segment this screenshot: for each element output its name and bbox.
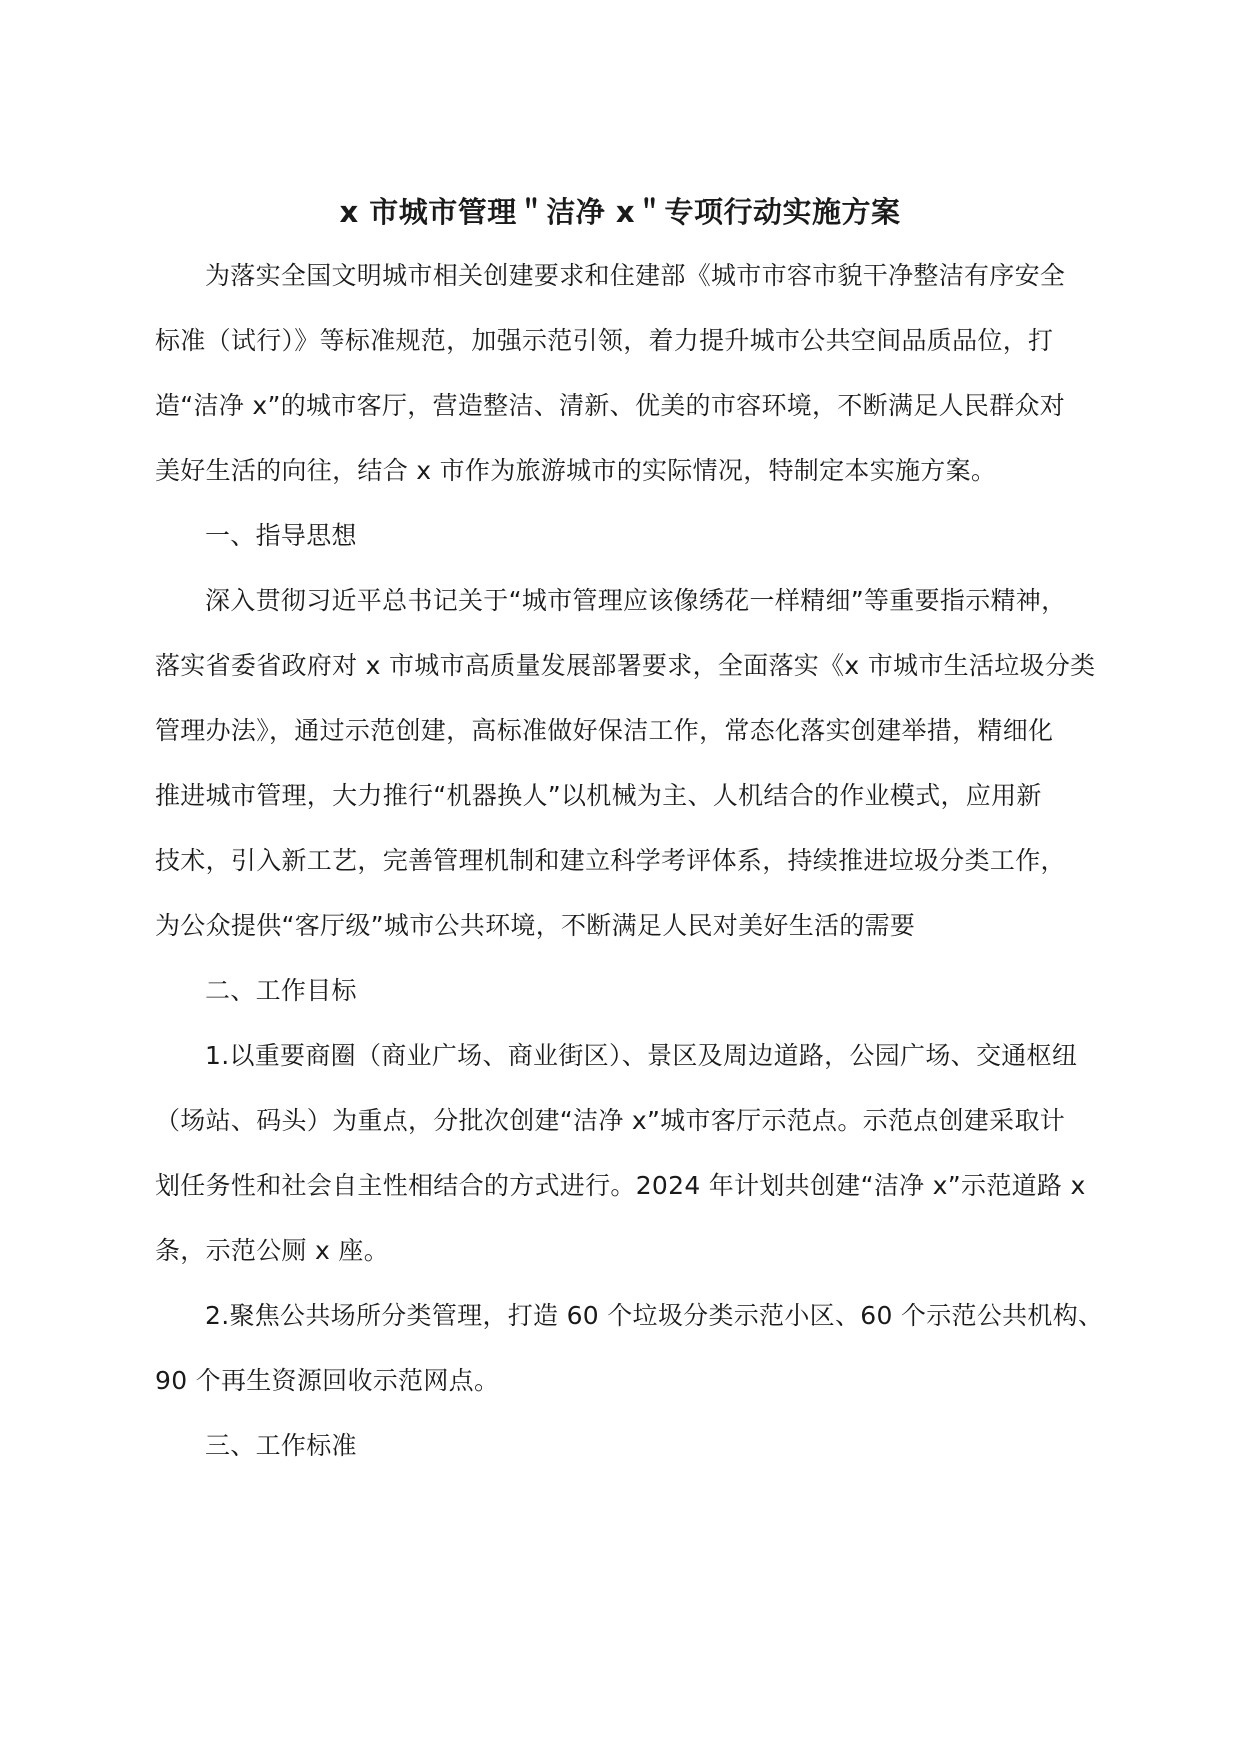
document-title: x 市城市管理＂洁净 x＂专项行动实施方案: [339, 195, 901, 229]
section-heading: 一、指导思想: [205, 521, 357, 550]
paragraph-line: 90 个再生资源回收示范网点。: [155, 1366, 500, 1395]
paragraph-line: 落实省委省政府对 x 市城市高质量发展部署要求，全面落实《x 市城市生活垃圾分类: [155, 651, 1096, 680]
paragraph-line: 推进城市管理，大力推行“机器换人”以机械为主、人机结合的作业模式，应用新: [155, 781, 1042, 810]
paragraph-line: 2.聚焦公共场所分类管理，打造 60 个垃圾分类示范小区、60 个示范公共机构、: [205, 1301, 1104, 1330]
paragraph-line: 为公众提供“客厅级”城市公共环境，不断满足人民对美好生活的需要: [155, 911, 916, 940]
paragraph-line: 标准（试行）》等标准规范，加强示范引领，着力提升城市公共空间品质品位，打: [155, 326, 1054, 355]
paragraph-line: 造“洁净 x”的城市客厅，营造整洁、清新、优美的市容环境，不断满足人民群众对: [155, 391, 1066, 420]
paragraph-line: 1.以重要商圈（商业广场、商业街区）、景区及周边道路，公园广场、交通枢纽: [205, 1041, 1078, 1070]
section-heading: 二、工作目标: [205, 976, 357, 1005]
paragraph-line: 条，示范公厕 x 座。: [155, 1236, 389, 1265]
paragraph-line: 美好生活的向往，结合 x 市作为旅游城市的实际情况，特制定本实施方案。: [155, 456, 997, 485]
paragraph-line: 划任务性和社会自主性相结合的方式进行。2024 年计划共创建“洁净 x”示范道路 x: [155, 1171, 1086, 1200]
paragraph-line: 管理办法》，通过示范创建，高标准做好保洁工作，常态化落实创建举措，精细化: [155, 716, 1054, 745]
paragraph-line: 为落实全国文明城市相关创建要求和住建部《城市市容市貌干净整洁有序安全: [205, 261, 1066, 290]
paragraph-line: 技术，引入新工艺，完善管理机制和建立科学考评体系，持续推进垃圾分类工作，: [155, 846, 1066, 875]
paragraph-line: 深入贯彻习近平总书记关于“城市管理应该像绣花一样精细”等重要指示精神，: [205, 586, 1067, 615]
section-heading: 三、工作标准: [205, 1431, 357, 1460]
paragraph-line: （场站、码头）为重点，分批次创建“洁净 x”城市客厅示范点。示范点创建采取计: [155, 1106, 1066, 1135]
